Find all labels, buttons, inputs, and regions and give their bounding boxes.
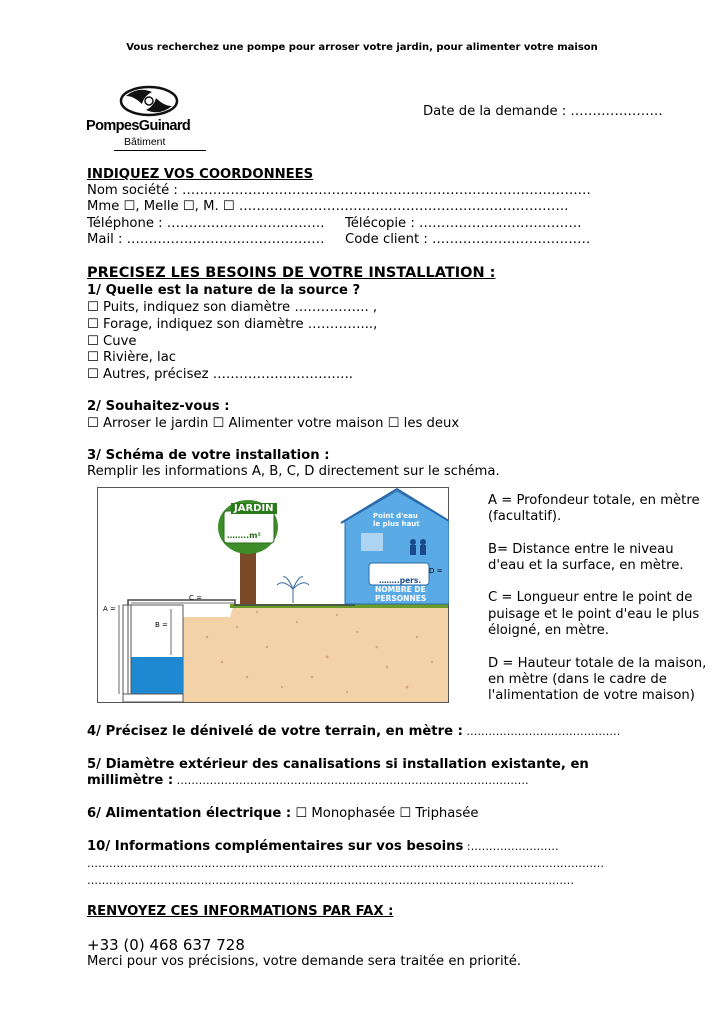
logo-underline <box>114 150 206 151</box>
question-4[interactable] <box>87 724 620 740</box>
legend-c-1: C = Longueur entre le point de <box>488 590 693 605</box>
legend-b-1: B= Distance entre le niveau <box>488 542 674 557</box>
field-telecopie[interactable]: Télécopie : ………………………………. <box>345 216 582 231</box>
legend-d-1: D = Hauteur totale de la maison, <box>488 656 707 671</box>
schema-pers[interactable]: ……..pers. <box>379 576 422 585</box>
section-besoins-title: PRECISEZ LES BESOINS DE VOTRE INSTALLATION : <box>87 265 496 281</box>
field-civilite[interactable]: Mme ☐, Melle ☐, M. ☐ ………………………………………………………………… <box>87 199 569 214</box>
question-5-label-2: millimètre : <box>87 773 174 788</box>
page-header: Vous recherchez une pompe pour arroser votre jardin, pour alimenter votre maison <box>126 42 598 53</box>
schema-label-a[interactable]: A = <box>103 605 116 613</box>
question-6-options[interactable]: ☐ Monophasée ☐ Triphasée <box>291 806 479 821</box>
legend-d-2: en mètre (dans le cadre de <box>488 672 667 687</box>
field-code-client[interactable]: Code client : ……………………………… <box>345 232 591 247</box>
question-4-dots[interactable]: …………………………………… <box>462 725 621 738</box>
legend-a-1: A = Profondeur totale, en mètre <box>488 493 700 508</box>
option-autres[interactable]: ☐ Autres, précisez ………………………….. <box>87 367 353 382</box>
question-10-line-2[interactable]: ………………………………………………………………………………………………..…..……………… <box>87 874 574 887</box>
fax-number: +33 (0) 468 637 728 <box>87 936 245 954</box>
question-1: 1/ Quelle est la nature de la source ? <box>87 283 361 298</box>
legend-c-2: puisage et le point d'eau le plus <box>488 607 700 622</box>
schema-jardin-m2[interactable]: ……..m² <box>227 531 261 540</box>
installation-schema <box>97 487 449 703</box>
question-10-dots[interactable]: :…………………… <box>463 840 559 853</box>
schema-point-eau-1: Point d'eau <box>373 512 418 520</box>
option-riviere[interactable]: ☐ Rivière, lac <box>87 350 177 365</box>
schema-label-c[interactable]: C = <box>189 594 202 602</box>
legend-d-3: l'alimentation de votre maison) <box>488 688 695 703</box>
question-2: 2/ Souhaitez-vous : <box>87 399 230 414</box>
schema-label-d[interactable]: D = <box>429 567 443 575</box>
question-10-label: 10/ Informations complémentaires sur vos besoins <box>87 839 464 854</box>
question-10-line-1[interactable]: …………………………………………………………………………………………………………………………… <box>87 857 604 870</box>
question-2-options[interactable]: ☐ Arroser le jardin ☐ Alimenter votre maison ☐ les deux <box>87 416 460 431</box>
request-date[interactable]: Date de la demande : ………………… <box>423 104 663 119</box>
schema-label-b[interactable]: B = <box>155 621 168 629</box>
field-mail[interactable]: Mail : ……………………………………… <box>87 232 325 247</box>
question-6[interactable] <box>87 806 478 822</box>
logo <box>86 84 210 152</box>
section-coordonnees-title: INDIQUEZ VOS COORDONNEES <box>87 167 314 182</box>
question-5-line-2[interactable] <box>87 773 529 789</box>
field-telephone[interactable]: Téléphone : ………………..……………. <box>87 216 325 231</box>
schema-jardin-label: JARDIN <box>231 503 277 514</box>
legend-c-3: éloigné, en mètre. <box>488 623 609 638</box>
fax-thanks: Merci pour vos précisions, votre demande sera traitée en priorité. <box>87 954 522 969</box>
legend-b-2: d'eau et la surface, en mètre. <box>488 558 684 573</box>
option-forage[interactable]: ☐ Forage, indiquez son diamètre …………..., <box>87 317 378 332</box>
logo-brand: PompesGuinard <box>86 118 191 134</box>
question-5-label-1: 5/ Diamètre extérieur des canalisations si installation existante, en <box>87 757 589 772</box>
schema-nombre-2: PERSONNES <box>375 594 427 603</box>
question-6-label: 6/ Alimentation électrique : <box>87 806 292 821</box>
schema-nombre-1: NOMBRE DE <box>375 585 426 594</box>
logo-subtitle: Bâtiment <box>124 136 166 148</box>
legend-a-2: (facultatif). <box>488 509 562 524</box>
logo-swirl-icon <box>86 84 210 118</box>
fax-title: RENVOYEZ CES INFORMATIONS PAR FAX : <box>87 904 394 919</box>
question-3: 3/ Schéma de votre installation : <box>87 448 330 463</box>
question-3-subtitle: Remplir les informations A, B, C, D directement sur le schéma. <box>87 464 500 479</box>
question-10[interactable] <box>87 839 559 855</box>
option-cuve[interactable]: ☐ Cuve <box>87 334 137 349</box>
field-nom-societe[interactable]: Nom société : ………………………………………………………………………………… <box>87 183 591 198</box>
question-5-dots[interactable]: …………………………………………………………………………………… <box>173 774 529 787</box>
question-4-label: 4/ Précisez le dénivelé de votre terrain, en mètre : <box>87 724 463 739</box>
schema-point-eau-2: le plus haut <box>373 520 420 528</box>
option-puits[interactable]: ☐ Puits, indiquez son diamètre …………….. , <box>87 300 378 315</box>
